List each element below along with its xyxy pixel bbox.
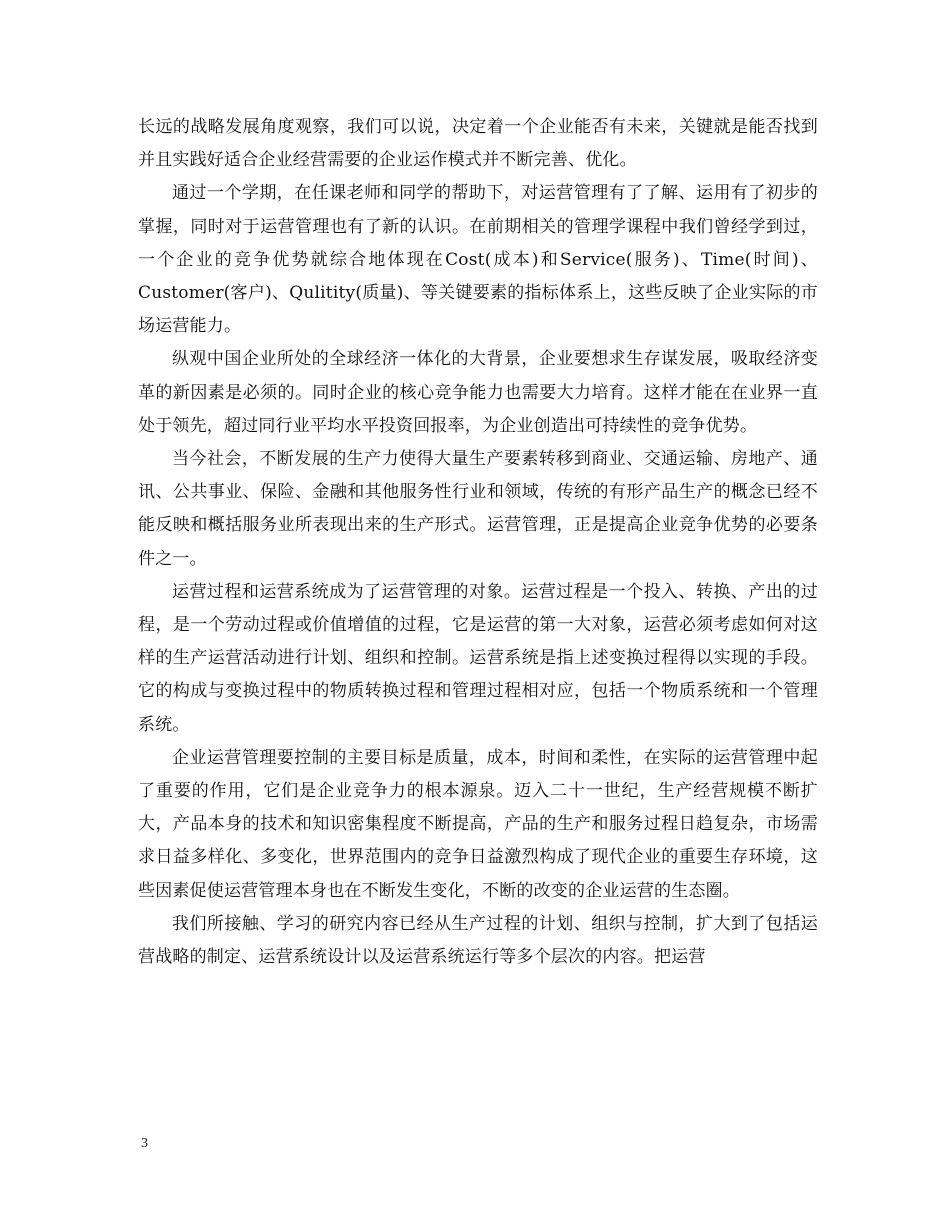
paragraph-5: 运营过程和运营系统成为了运营管理的对象。运营过程是一个投入、转换、产出的过程，是一个劳动过程或价值增值的过程，它是运营的第一大对象，运营必须考虑如何对这样的生产运营活动进行计划、组织和控制。运营系统是指上述变换过程得以实现的手段。它的构成与变换过程中的物质转换过程和管理过程相对应，包括一个物质系统和一个管理系统。 [138,581,818,735]
paragraph-1: 长远的战略发展角度观察，我们可以说，决定着一个企业能否有未来，关键就是能否找到并且实践好适合企业经营需要的企业运作模式并不断完善、优化。 [138,117,818,171]
paragraph-2: 通过一个学期，在任课老师和同学的帮助下，对运营管理有了了解、运用有了初步的掌握，同时对于运营管理也有了新的认识。在前期相关的管理学课程中我们曾经学到过，一个企业的竞争优势就综合地体现在Cost(成本)和Service(服务)、Time(时间)、Customer(客户)、Qulitity(质量)、等关键要素的指标体系上，这些反映了企业实际的市场运营能力。 [138,183,818,337]
paragraph-4: 当今社会，不断发展的生产力使得大量生产要素转移到商业、交通运输、房地产、通讯、公共事业、保险、金融和其他服务性行业和领域，传统的有形产品生产的概念已经不能反映和概括服务业所表现出来的生产形式。运营管理，正是提高企业竞争优势的必要条件之一。 [138,449,818,569]
paragraph-6: 企业运营管理要控制的主要目标是质量，成本，时间和柔性，在实际的运营管理中起了重要的作用，它们是企业竞争力的根本源泉。迈入二十一世纪，生产经营规模不断扩大，产品本身的技术和知识密集程度不断提高，产品的生产和服务过程日趋复杂，市场需求日益多样化、多变化，世界范围内的竞争日益激烈构成了现代企业的重要生存环境，这些因素促使运营管理本身也在不断发生变化，不断的改变的企业运营的生态圈。 [138,747,818,901]
document-body [138,111,818,974]
page-number: 3 [141,1136,148,1151]
paragraph-3: 纵观中国企业所处的全球经济一体化的大背景，企业要想求生存谋发展，吸取经济变革的新因素是必须的。同时企业的核心竞争能力也需要大力培育。这样才能在在业界一直处于领先，超过同行业平均水平投资回报率，为企业创造出可持续性的竞争优势。 [138,349,818,436]
paragraph-7: 我们所接触、学习的研究内容已经从生产过程的计划、组织与控制，扩大到了包括运营战略的制定、运营系统设计以及运营系统运行等多个层次的内容。把运营 [138,913,818,968]
